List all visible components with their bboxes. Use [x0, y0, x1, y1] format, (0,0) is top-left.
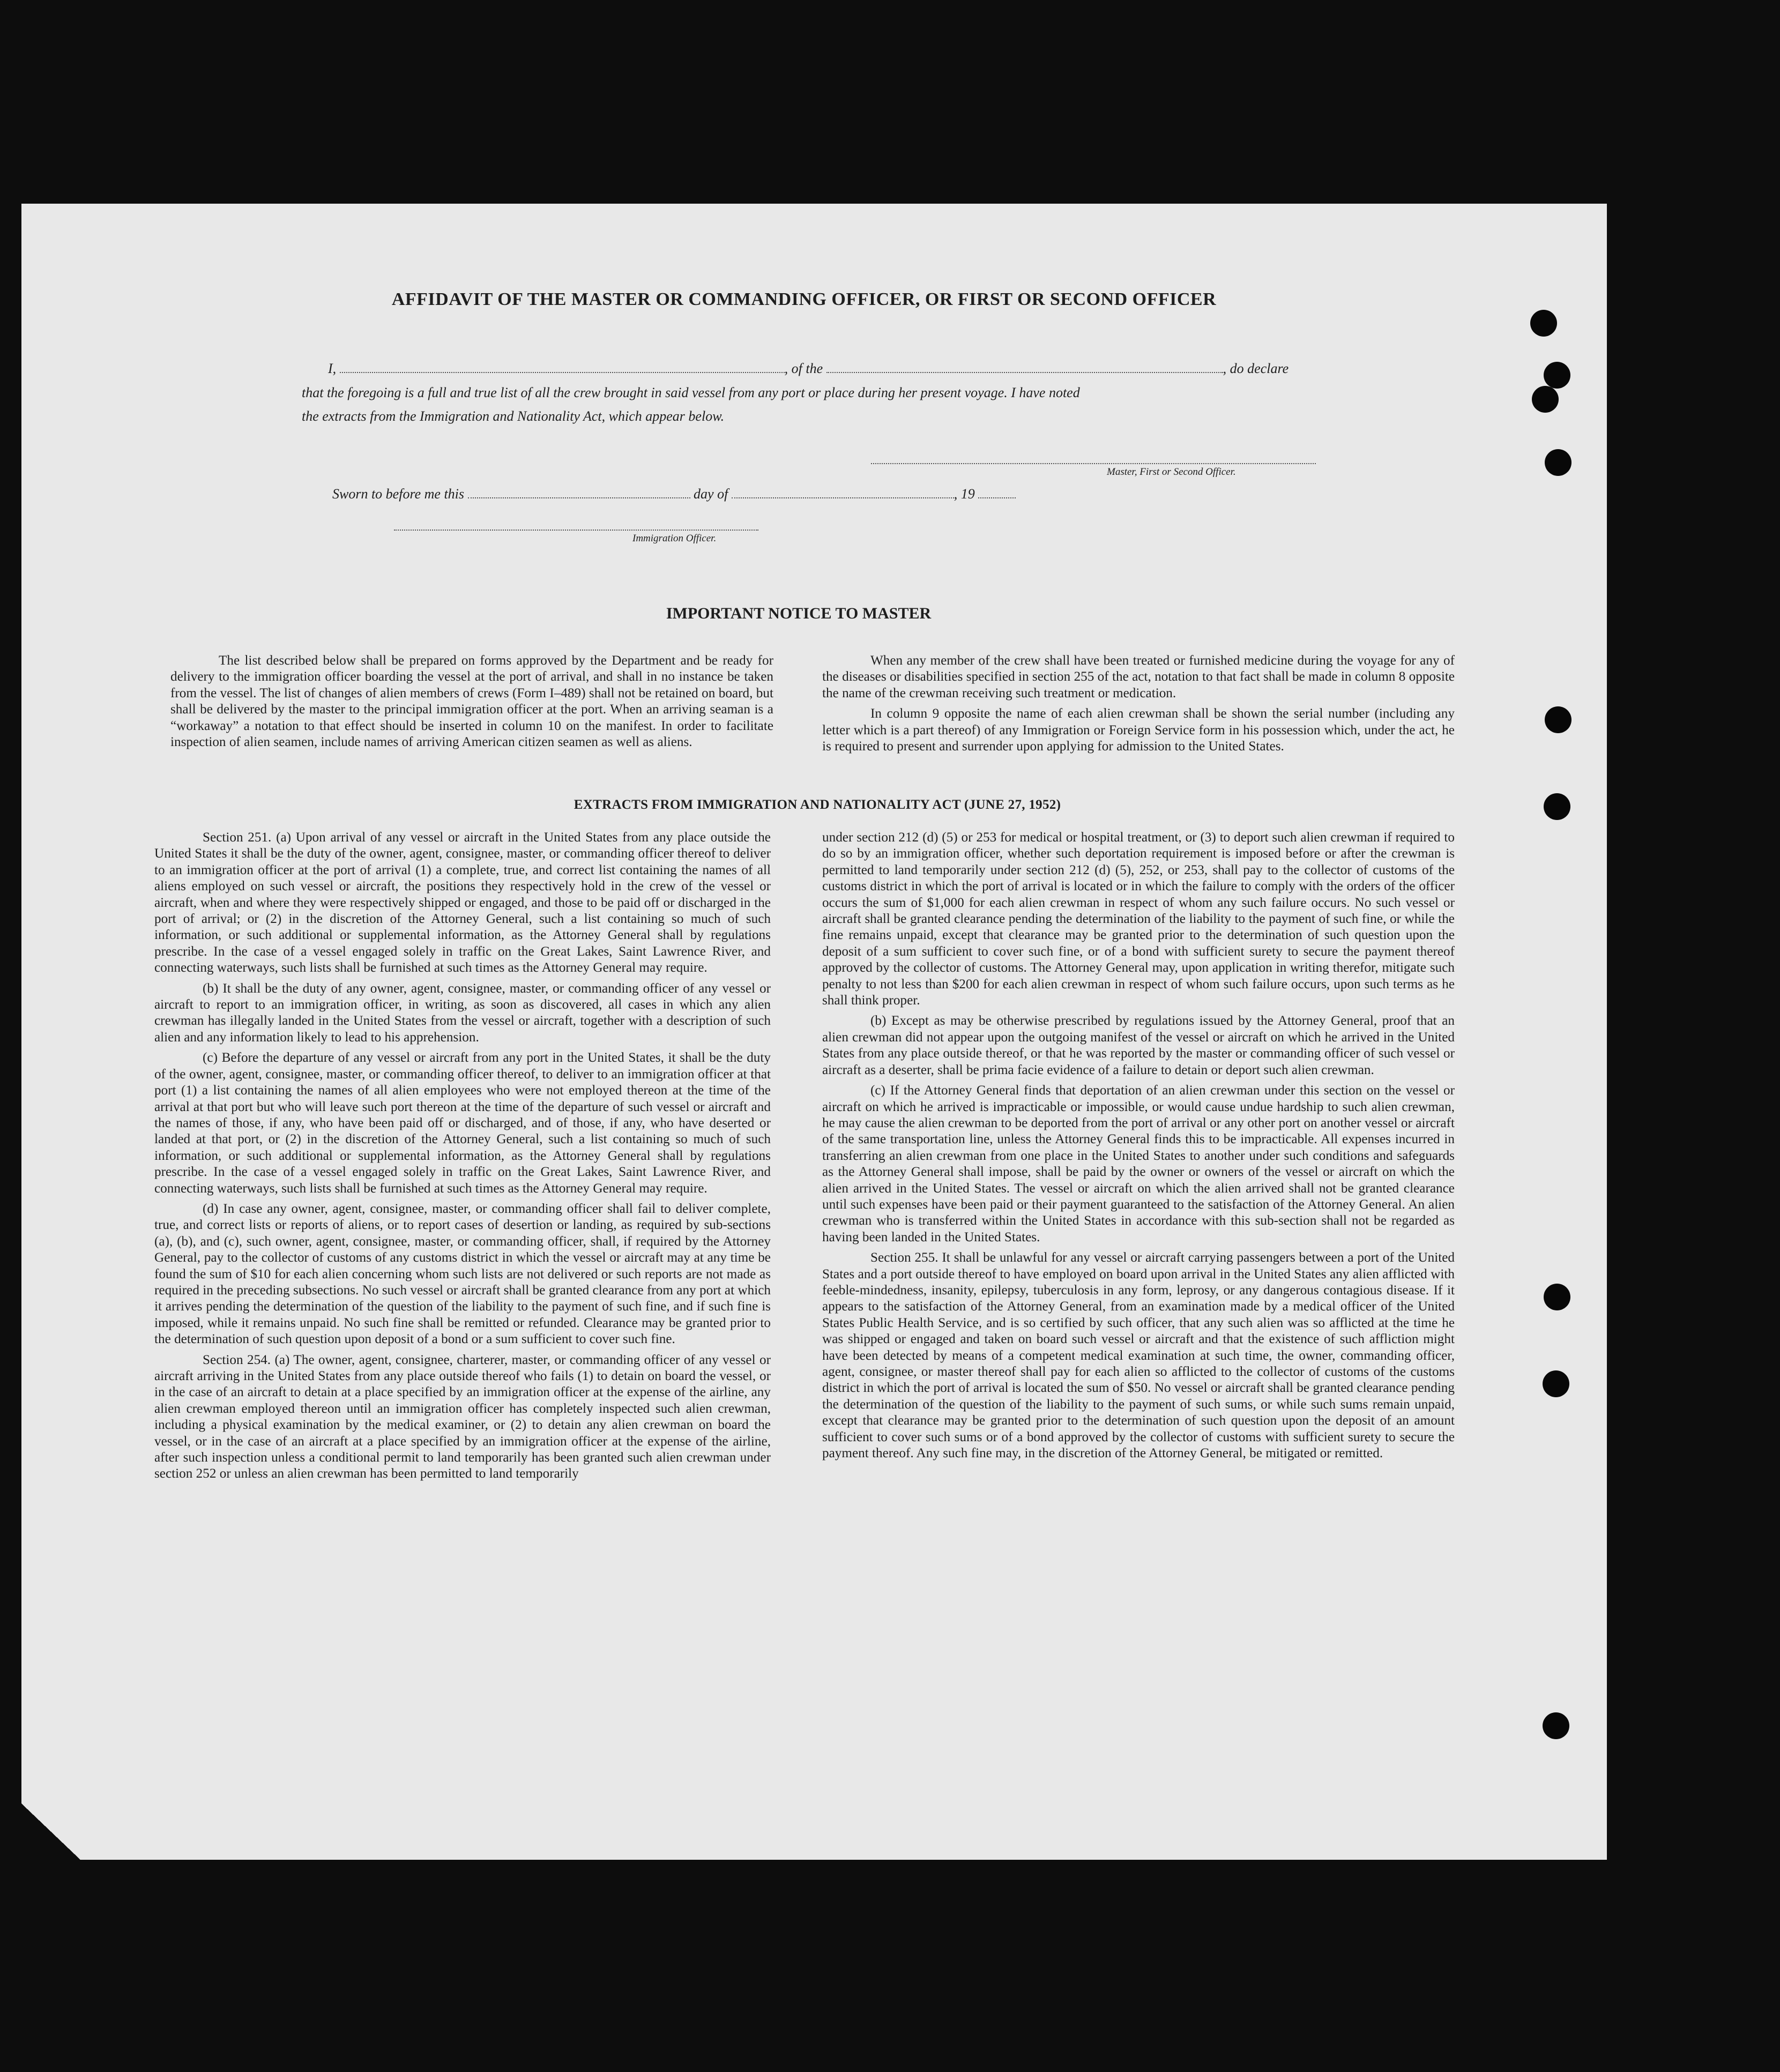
sworn-day-label: day of — [694, 486, 728, 502]
affidavit-title: AFFIDAVIT OF THE MASTER OR COMMANDING OFFICER, OR FIRST OR SECOND OFFICER — [391, 289, 1217, 309]
punch-hole — [1543, 1370, 1569, 1397]
sworn-year-label: , 19 — [954, 486, 975, 502]
vessel-name-field[interactable] — [826, 360, 1223, 373]
of-the-label: , of the — [784, 361, 823, 376]
extract-paragraph: Section 251. (a) Upon arrival of any vessel or aircraft in the United States from any place outside the United States it shall be the duty of the owner, agent, consignee, master, or commanding officer thereof to deliver to an immigration officer at the port of arrival (1) a complete, true, and correct list containing the names of all aliens employed on such vessel or aircraft, the positions they respectively hold in the crew of the vessel or aircraft, when and where they were respectively shipped or engaged, and those to be paid off or discharged in the port of arrival; or (2) in the discretion of the Attorney General, such a list containing so much of such information, or such additional or supplemental information, as the Attorney General shall by regulations prescribe. In the case of a vessel engaged solely in traffic on the Great Lakes, Saint Lawrence River, and connecting waterways, such lists shall be furnished at such times as the Attorney General may require. — [154, 830, 771, 975]
extract-paragraph: under section 212 (d) (5) or 253 for medical or hospital treatment, or (3) to deport such alien crewman if required to do so by an immigration officer, whether such deportation requirement is imposed before or after the crewman is permitted to land temporarily under section 212 (d) (5), 252, or 253, shall pay to the collector of customs of the customs district in which the port of arrival is located or in which the failure to comply with the orders of the officer occurs the sum of $1,000 for each alien crewman in respect of whom any such failure occurs. No such vessel or aircraft shall be granted clearance pending the determination of the liability to the payment of such fine, or while the fine remains unpaid, except that clearance may be granted prior to the determination of such question upon the deposit of a sum sufficient to cover such fine, or of a bond with sufficient surety to secure the payment thereof approved by the collector of customs. The Attorney General may, upon application in writing therefor, mitigate such penalty to not less than $200 for each alien crewman in respect of whom such failure occurs, upon such terms as he shall think proper. — [822, 830, 1455, 1008]
notice-right-paragraph-1: When any member of the crew shall have been treated or furnished medicine during the voyage for any of the diseases or disabilities specified in section 255 of the act, notation to that fact shall be made in column 8 opposite the name of the crewman receiving such treatment or medication. — [822, 653, 1455, 700]
punch-hole — [1530, 310, 1557, 337]
page-corner — [21, 1803, 80, 1860]
master-signature-line[interactable] — [871, 463, 1316, 464]
punch-hole — [1544, 793, 1570, 820]
extracts-right-column — [822, 830, 1455, 1466]
extracts-title: EXTRACTS FROM IMMIGRATION AND NATIONALITY ACT (JUNE 27, 1952) — [574, 798, 1061, 812]
punch-hole — [1532, 386, 1559, 413]
notice-left-paragraph: The list described below shall be prepared on forms approved by the Department and be ready for delivery to the immigration officer boarding the vessel at the port of arrival, and shall in no instance be taken from the vessel. The list of changes of alien members of crews (Form I–489) shall not be retained on board, but shall be delivered by the master to the principal immigration officer at the port. When an arriving seaman is a “workaway” a notation to that effect should be inserted in column 10 on the manifest. In order to facilitate inspection of alien seamen, include names of arriving American citizen seamen as well as aliens. — [170, 653, 773, 750]
notice-title: IMPORTANT NOTICE TO MASTER — [666, 605, 932, 622]
extracts-left-column — [154, 830, 771, 1487]
master-signature-label: Master, First or Second Officer. — [1107, 466, 1236, 478]
declare-label: , do declare — [1223, 361, 1289, 376]
extract-paragraph: (b) It shall be the duty of any owner, agent, consignee, master, or commanding officer of any vessel or aircraft to report to an immigration officer, in writing, as soon as discovered, all cases in which any alien crewman has illegally landed in the United States from the vessel or aircraft, together with a description of such alien and any information likely to lead to his apprehension. — [154, 981, 771, 1045]
extract-paragraph: (c) If the Attorney General finds that deportation of an alien crewman under this section on the vessel or aircraft on which he arrived is impracticable or impossible, or would cause undue hardship to such alien crewman, he may cause the alien crewman to be deported from the port of arrival or any other port on another vessel or aircraft of the same transportation line, unless the Attorney General finds this to be impracticable. All expenses incurred in transferring an alien crewman from one place in the United States to another under such conditions and safeguards as the Attorney General shall impose, shall be paid by the owner or owners of the vessel or aircraft on which the alien arrived in the United States. The vessel or aircraft on which the alien arrived shall not be granted clearance until such expenses have been paid or their payment guaranteed to the satisfaction of the Attorney General. An alien crewman who is transferred within the United States in accordance with this sub-section shall not be regarded as having been landed in the United States. — [822, 1083, 1455, 1244]
declaration-line-3: the extracts from the Immigration and Nationality Act, which appear below. — [302, 408, 725, 424]
sworn-year-field[interactable] — [978, 486, 1016, 498]
declarant-prefix: I, — [328, 361, 337, 376]
declaration-line-1 — [328, 360, 1314, 377]
notice-right-column — [822, 653, 1455, 759]
extract-paragraph: Section 254. (a) The owner, agent, consignee, charterer, master, or commanding officer of any vessel or aircraft arriving in the United States from any place outside thereof who fails (1) to detain on board the vessel, or in the case of an aircraft to detain at a place specified by an immigration officer at the expense of the airline, any alien crewman employed thereon until an immigration officer has completely inspected such alien crewman, including a physical examination by the medical examiner, or (2) to detain any alien crewman on board the vessel, or in the case of an aircraft at a place specified by an immigration officer at the expense of the airline, after such inspection unless a conditional permit to land temporarily has been granted such alien crewman under section 252 or unless an alien crewman has been permitted to land temporarily — [154, 1352, 771, 1481]
sworn-month-field[interactable] — [732, 486, 954, 498]
officer-signature-label: Immigration Officer. — [632, 533, 717, 544]
officer-signature-line[interactable] — [394, 530, 758, 531]
punch-hole — [1544, 1284, 1570, 1310]
notice-right-paragraph-2: In column 9 opposite the name of each alien crewman shall be shown the serial number (including any letter which is a part thereof) of any Immigration or Foreign Service form in his possession which, under the act, he is required to present and surrender upon applying for admission to the United States. — [822, 706, 1455, 754]
extract-paragraph: Section 255. It shall be unlawful for any vessel or aircraft carrying passengers between a port of the United States and a port outside thereof to have employed on board upon arrival in the United States any alien afflicted with feeble-mindedness, insanity, epilepsy, tuberculosis in any form, leprosy, or any dangerous contagious disease. If it appears to the satisfaction of the Attorney General, from an examination made by a medical officer of the United States Public Health Service, and is so certified by such officer, that any such alien was so afflicted at the time he was shipped or engaged and taken on board such vessel or aircraft and that the existence of such affliction might have been detected by means of a competent medical examination at such time, the owner, commanding officer, agent, consignee, or master thereof shall pay for each alien so afflicted to the collector of customs of the customs district in which the port of arrival is located the sum of $50. No vessel or aircraft shall be granted clearance pending the determination of the question of the liability to the payment of such sums, or while such sums remain unpaid, except that clearance may be granted prior to the determination of such question upon the deposit of an amount sufficient to cover such sums or of a bond approved by the collector of customs with sufficient surety to secure the payment thereof. Any such fine may, in the discretion of the Attorney General, be mitigated or remitted. — [822, 1250, 1455, 1461]
punch-hole — [1545, 449, 1572, 476]
sworn-line — [332, 486, 1083, 502]
punch-hole — [1544, 362, 1570, 389]
punch-hole — [1545, 706, 1572, 733]
sworn-day-field[interactable] — [468, 486, 690, 498]
extract-paragraph: (c) Before the departure of any vessel or aircraft from any port in the United States, it shall be the duty of the owner, agent, consignee, master, or commanding officer thereof, to deliver to an immigration officer at that port (1) a list containing the names of all alien employees who were not employed thereon at the time of the arrival at that port but who will leave such port thereon at the time of the departure of such vessel or aircraft and the names of those, if any, who have been paid off or discharged, and of those, if any, who have deserted or landed at that port, or (2) in the discretion of the Attorney General, such a list containing so much of such information, or such additional or supplemental information, as the Attorney General shall by regulations prescribe. In the case of a vessel engaged solely in traffic on the Great Lakes, Saint Lawrence River, and connecting waterways, such lists shall be furnished at such times as the Attorney General may require. — [154, 1050, 771, 1196]
extract-paragraph: (b) Except as may be otherwise prescribed by regulations issued by the Attorney General, proof that an alien crewman did not appear upon the outgoing manifest of the vessel or aircraft on which he arrived in the United States from any place outside thereof, or that he was reported by the master or commanding officer of such vessel or aircraft as a deserter, shall be prima facie evidence of a failure to detain or deport such alien crewman. — [822, 1013, 1455, 1077]
notice-left-column — [170, 653, 773, 755]
sworn-prefix: Sworn to before me this — [332, 486, 465, 502]
declarant-name-field[interactable] — [340, 360, 785, 373]
punch-hole — [1543, 1712, 1569, 1739]
declaration-line-2: that the foregoing is a full and true list of all the crew brought in said vessel from any port or place during her present voyage. I have noted — [302, 385, 1080, 400]
extract-paragraph: (d) In case any owner, agent, consignee, master, or commanding officer shall fail to deliver complete, true, and correct lists or reports of aliens, or to report cases of desertion or landing, as required by sub-sections (a), (b), and (c), such owner, agent, consignee, master, or commanding officer, shall, if required by the Attorney General, pay to the collector of customs of any customs district in which the vessel or aircraft may at any time be found the sum of $10 for each alien concerning whom such lists are not delivered or such reports are not made as required in the preceding subsections. No such vessel or aircraft shall be granted clearance from any port at which it arrives pending the determination of the question of the liability to the payment of such fine, and if such fine is imposed, while it remains unpaid. No such fine shall be remitted or refunded. Clearance may be granted prior to the determination of such question upon deposit of a bond or a sum sufficient to cover such fine. — [154, 1201, 771, 1347]
